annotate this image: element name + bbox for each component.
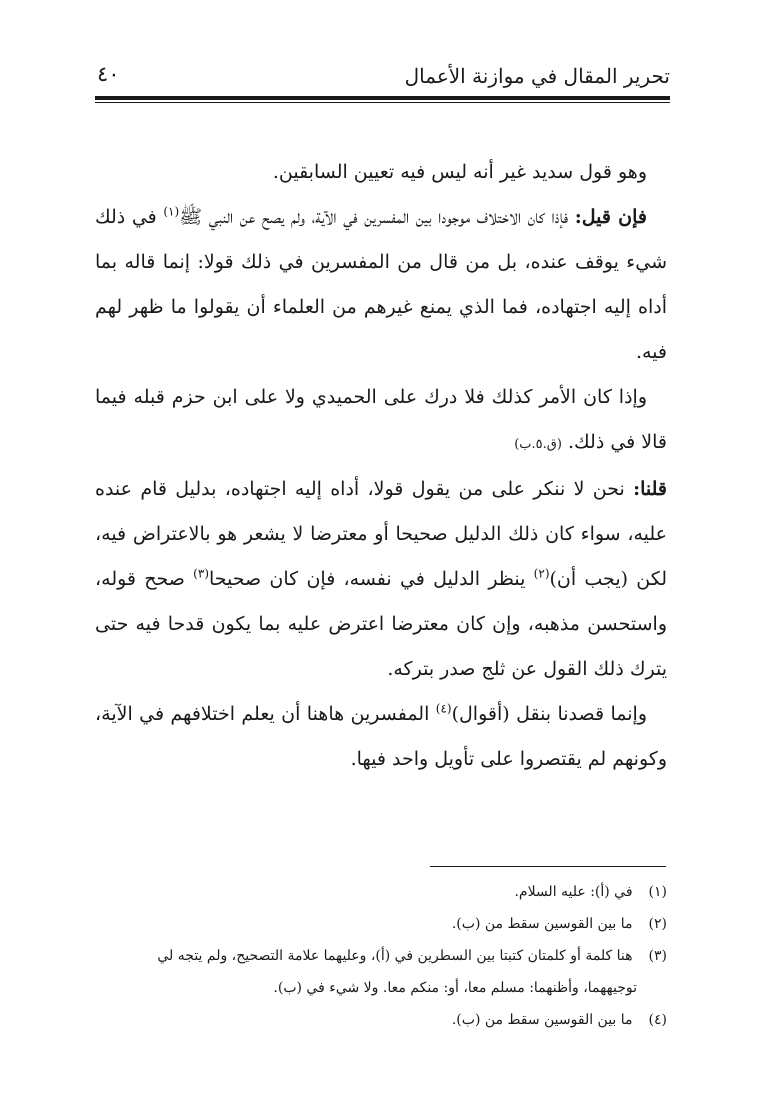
footnote-marker-2[interactable]: (٢) (533, 566, 550, 581)
running-header (95, 58, 670, 98)
paragraph-4-text-a: نحن لا ننكر على من يقول قولا، أداه إليه اجتهاده، بدليل قام عنده عليه، سواء كان ذلك الدليل صحيحا أو معترضا لا يشعر هو بالاعتراض فيه، لكن (يجب أن) (95, 478, 668, 590)
paragraph-1-text: وهو قول سديد غير أنه ليس فيه تعيين السابقين. (272, 161, 647, 183)
header-rule-thin (95, 102, 670, 103)
footnote-number: (٢) (648, 916, 667, 932)
footnote-text-continued: توجيههما، وأظنهما: مسلم معا، أو: منكم معا. ولا شيء في (ب). (273, 980, 637, 996)
footnote-number: (٣) (648, 948, 667, 964)
paragraph-5-text-b: المفسرين هاهنا أن يعلم اختلافهم في الآية، وكونهم لم يقتصروا على تأويل واحد فيها. (95, 703, 667, 770)
footnote-marker-4[interactable]: (٤) (435, 701, 452, 716)
paragraph-4 (95, 467, 667, 692)
paragraph-2-text-a: فإذا كان الاختلاف موجودا بين المفسرين في الآية، ولم يصح عن النبي ﷺ (179, 206, 575, 228)
footnote-2 (95, 908, 667, 940)
main-text (95, 150, 667, 782)
paragraph-2 (95, 195, 667, 375)
footnote-number: (٤) (648, 1012, 667, 1028)
footnote-text: ما بين القوسين سقط من (ب). (451, 1012, 633, 1028)
footnote-1 (95, 876, 667, 908)
footnote-marker-3[interactable]: (٣) (193, 566, 209, 581)
paragraph-2-text-b: في ذلك شيء يوقف عنده، بل من قال من المفسرين في ذلك قولا: إنما قاله بما أداه إليه اجتهاده، فما الذي يمنع غيرهم من العلماء أن يقولوا ما ظهر لهم فيه. (95, 206, 667, 363)
footnotes (95, 876, 667, 1036)
footnote-text: هنا كلمة أو كلمتان كتبتا بين السطرين في (أ)، وعليهما علامة التصحيح، ولم يتجه لي (157, 948, 633, 964)
paragraph-5-text-a: وإنما قصدنا بنقل (أقوال) (451, 703, 647, 725)
footnote-4 (95, 1004, 667, 1036)
footnote-text: ما بين القوسين سقط من (ب). (451, 916, 633, 932)
page-number: ٤٠ (97, 62, 120, 86)
footnote-number: (١) (648, 884, 667, 900)
header-rule-thick (95, 96, 670, 100)
paragraph-3-text: وإذا كان الأمر كذلك فلا درك على الحميدي ولا على ابن حزم قبله فيما قالا في ذلك. (95, 386, 667, 453)
footnote-marker-1[interactable]: (١) (163, 204, 180, 219)
paragraph-4-text-b: ينظر الدليل في نفسه، فإن كان صحيحا (209, 568, 534, 590)
paragraph-5 (95, 692, 667, 782)
footnote-3-continuation (95, 972, 667, 1004)
paragraph-1 (95, 150, 667, 195)
manuscript-folio-ref: (ق.٥.ب) (514, 437, 562, 452)
objection-lead: فإن قيل: (574, 206, 647, 228)
paragraph-3 (95, 375, 667, 467)
footnote-separator (430, 866, 666, 867)
paragraph-4-text-c: صحح قوله، واستحسن مذهبه، وإن كان معترضا اعترض عليه بما يكون قدحا فيه حتى يترك ذلك القول عن ثلج صدر بتركه. (95, 568, 667, 680)
footnote-3 (95, 940, 667, 972)
reply-lead: قلنا: (633, 478, 667, 500)
running-title: تحرير المقال في موازنة الأعمال (404, 64, 670, 88)
footnote-text: في (أ): عليه السلام. (514, 884, 633, 900)
